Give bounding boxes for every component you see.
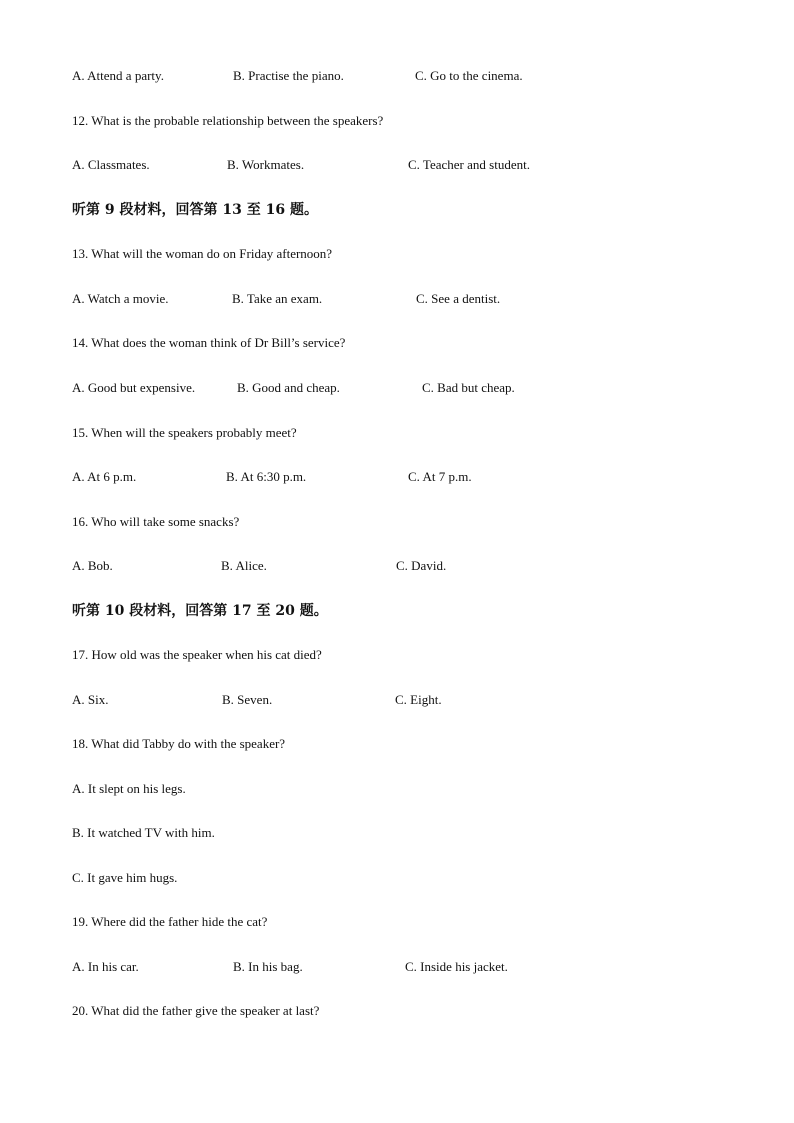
q16-option-c: C. David. [396,558,447,573]
q19-option-c: C. Inside his jacket. [405,959,508,974]
q16-option-a: A. Bob. [72,558,113,573]
q12-option-b: B. Workmates. [227,157,305,172]
q18-option-c: C. It gave him hugs. [72,870,178,885]
q19-options [0,959,794,975]
q11-options [0,68,794,84]
q17-option-a: A. Six. [72,692,109,707]
q12-options [0,157,794,173]
q15-option-c: C. At 7 p.m. [408,469,472,484]
q17-option-c: C. Eight. [395,692,442,707]
q15-option-a: A. At 6 p.m. [72,469,137,484]
q15-options [0,469,794,485]
q14-option-a: A. Good but expensive. [72,380,196,395]
q12-option-a: A. Classmates. [72,157,150,172]
q17-question: 17. How old was the speaker when his cat died? [72,647,322,662]
q12-option-c: C. Teacher and student. [408,157,530,172]
q17-option-b: B. Seven. [222,692,273,707]
q19-option-a: A. In his car. [72,959,139,974]
q20-question: 20. What did the father give the speaker at last? [72,1003,320,1018]
q14-options [0,380,794,396]
q19-option-b: B. In his bag. [233,959,303,974]
q13-question: 13. What will the woman do on Friday afternoon? [72,246,333,261]
q18-option-a: A. It slept on his legs. [72,781,186,796]
q15-option-b: B. At 6:30 p.m. [226,469,307,484]
q16-question: 16. Who will take some snacks? [72,514,240,529]
q16-options [0,558,794,574]
section-9-heading: 听第 9 段材料，回答第 13 至 16 题。 [72,202,318,218]
q17-options [0,692,794,708]
q14-question: 14. What does the woman think of Dr Bill’s service? [72,335,346,350]
q13-options [0,291,794,307]
q11-option-c: C. Go to the cinema. [415,68,523,83]
q14-option-c: C. Bad but cheap. [422,380,515,395]
q18-option-b: B. It watched TV with him. [72,825,215,840]
q12-question: 12. What is the probable relationship between the speakers? [72,113,384,128]
q14-option-b: B. Good and cheap. [237,380,340,395]
q13-option-a: A. Watch a movie. [72,291,169,306]
q19-question: 19. Where did the father hide the cat? [72,914,268,929]
q16-option-b: B. Alice. [221,558,267,573]
q11-option-a: A. Attend a party. [72,68,164,83]
q18-question: 18. What did Tabby do with the speaker? [72,736,286,751]
q13-option-b: B. Take an exam. [232,291,323,306]
q11-option-b: B. Practise the piano. [233,68,344,83]
q15-question: 15. When will the speakers probably meet? [72,425,297,440]
section-10-heading: 听第 10 段材料，回答第 17 至 20 题。 [72,603,328,619]
q13-option-c: C. See a dentist. [416,291,501,306]
